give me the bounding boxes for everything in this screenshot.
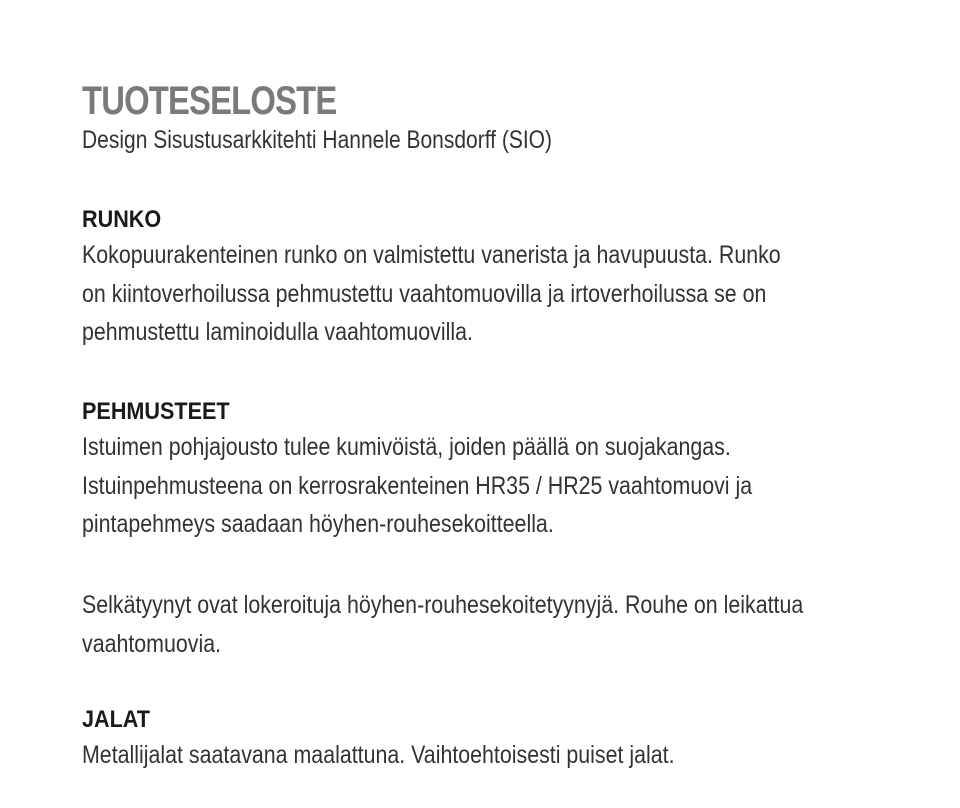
section-text-line: Istuinpehmusteena on kerrosrakenteinen HR35 / HR25 vaahtomuovi ja [82,471,753,500]
section-text-line: pintapehmeys saadaan höyhen-rouhesekoitteella. [82,510,554,538]
section-heading-pehmusteet: PEHMUSTEET [82,398,230,425]
section-heading-runko: RUNKO [82,206,162,233]
designer-credit: Design Sisustusarkkitehti Hannele Bonsdorff (SIO) [82,126,553,154]
section-runko [82,204,899,352]
section-text-line: Istuimen pohjajousto tulee kumivöistä, joiden päällä on suojakangas. [82,433,731,461]
section-text-line: pehmustettu laminoidulla vaahtomuovilla. [82,318,473,346]
section-text-line: Kokopuurakenteinen runko on valmistettu vanerista ja havupuusta. Runko [82,241,781,269]
section-text-line: Selkätyynyt ovat lokeroituja höyhen-rouhesekoitetyynyjä. Rouhe on leikattua [82,591,804,619]
section-jalat [82,704,775,775]
section-heading-jalat: JALAT [82,706,151,733]
section-pehmusteet-back-cushions [82,586,926,663]
section-text-line: Metallijalat saatavana maalattuna. Vaihtoehtoisesti puiset jalat. [82,741,675,769]
section-pehmusteet [82,396,866,544]
product-description-document [82,79,942,769]
document-title: TUOTESELOSTE [82,79,337,123]
section-text-line: vaahtomuovia. [82,629,222,658]
section-text-line: on kiintoverhoilussa pehmustettu vaahtomuovilla ja irtoverhoilussa se on [82,279,767,308]
